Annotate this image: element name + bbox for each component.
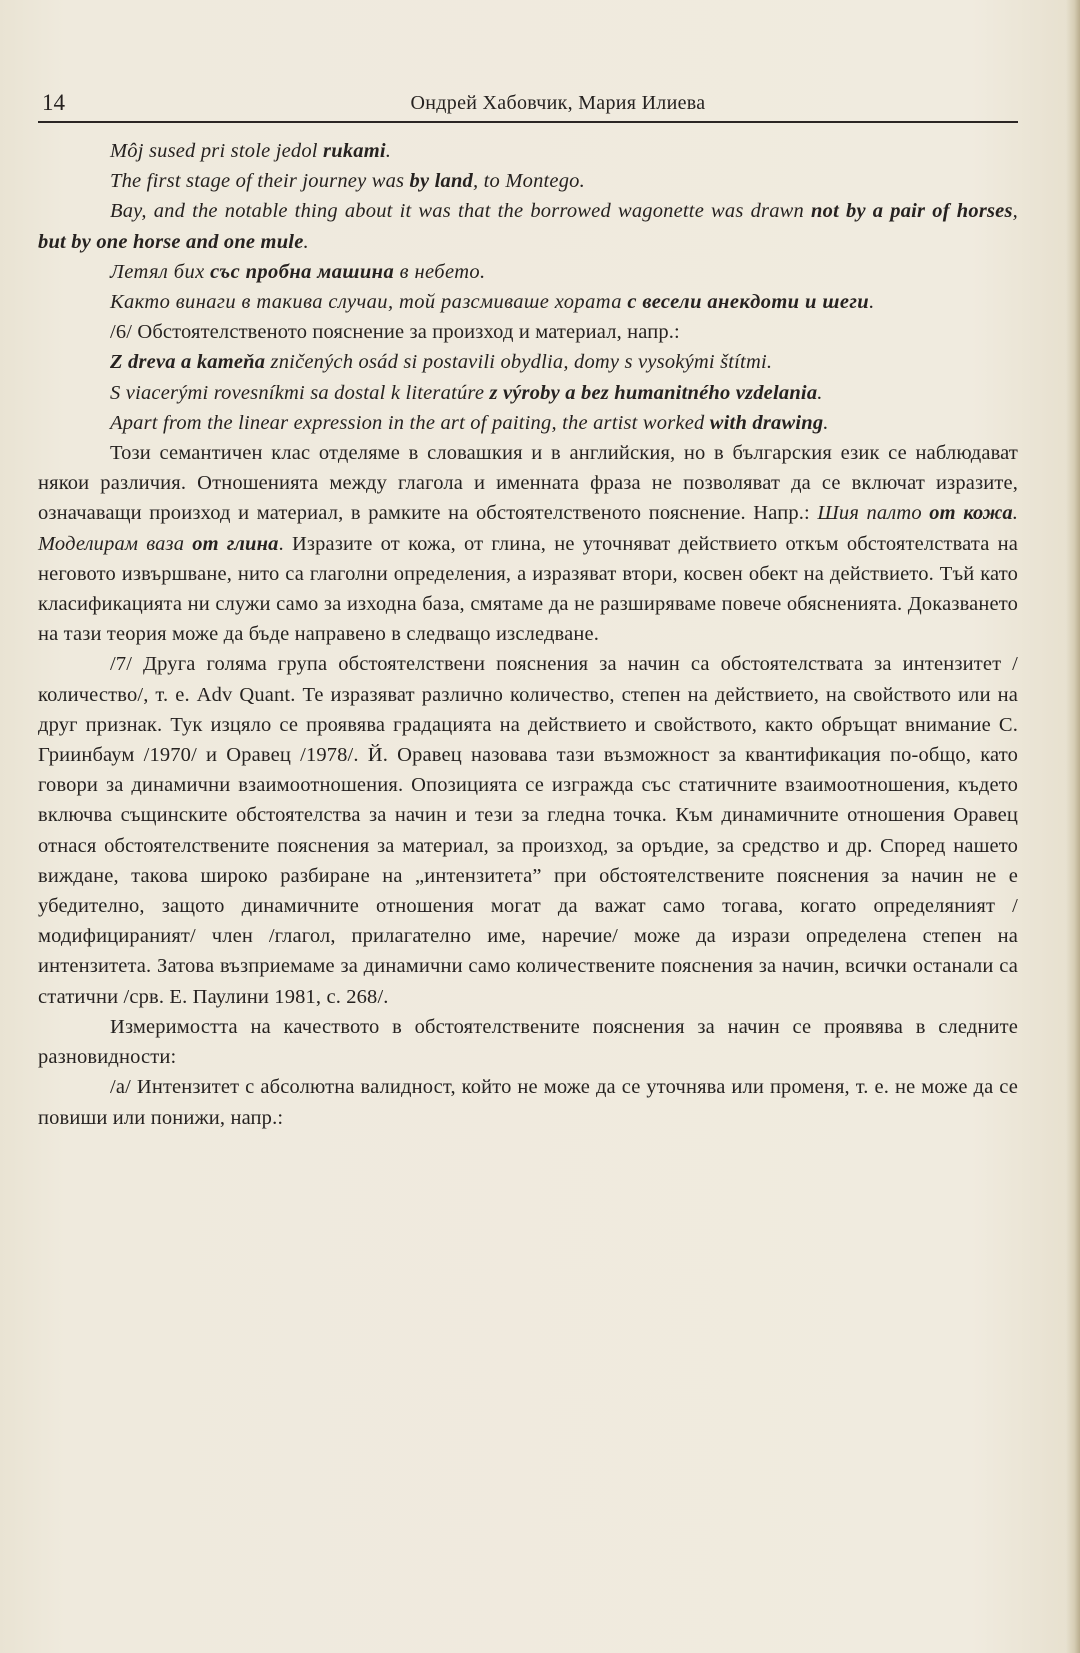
page-number: 14	[42, 90, 65, 115]
header-rule	[38, 121, 1018, 123]
example-line: Z dreva a kameňa zničených osád si postavili obydlia, domy s vysokými štítmi.	[110, 351, 773, 374]
paragraph: /7/ Друга голяма група обстоятелствени пояснения за начин са обстоятелствата за интензитет /количество/, т. е. Adv Quant. Те изразяват различно количество, степен на действието, на свойството или на друг признак. Тук изцяло се проявява градацията на действието и свойството, както обръщат внимание С. Гриинбаум /1970/ и Оравец /1978/. Й. Оравец назовава тази възможност за квантификация по-общо, като говори за динамични взаимоотношения. Опозицията се изгражда със статичните взаимоотношения, където включва същинските обстоятелства за начин и тези за гледна точка. Към динамичните отношения Оравец отнася обстоятелствените пояснения за материал, за произход, за оръдие, за средство и др. Според нашето виждане, такова широко разбиране на „интензитета” при обстоятелствените пояснения за начин не е убедително, защото динамичните отношения могат да важат само тогава, когато определяният /модифицираният/ член /глагол, прилагателно име, наречие/ може да изрази определена степен на интензитета. Затова възприемаме за динамични само количествените пояснения за начин, всички останали са статични /срв. Е. Паулини 1981, с. 268/.	[38, 653, 1018, 1008]
body-text	[38, 136, 1018, 1133]
example-line: Apart from the linear expression in the art of paiting, the artist worked with drawing.	[110, 411, 829, 434]
running-head: Ондрей Хабовчик, Мария Илиева	[410, 92, 706, 114]
example-line: The first stage of their journey was by land, to Montego.	[110, 170, 585, 193]
example-line: Както винаги в такива случаи, той разсмиваше хората с весели анекдоти и шеги.	[110, 291, 875, 314]
example-line: S viacerými rovesníkmi sa dostal k literatúre z výroby a bez humanitného vzdelania.	[110, 381, 823, 404]
paragraph: Този семантичен клас отделяме в словашкия и в английския, но в българския език се наблюдават някои различия. Отношенията между глагола и именната фраза не позволяват да се включат изразите, означаващи произход и материал, в рамките на обстоятелственото пояснение. Напр.: Шия палто от кожа. Моделирам ваза от глина. Изразите от кожа, от глина, не уточняват действието откъм обстоятелствата на неговото извършване, нито са глаголни определения, а изразяват втори, косвен обект на действието. Тъй като класификацията ни служи само за изходна база, смятаме да не разширяваме повече обясненията. Доказването на тази теория може да бъде направено в следващо изследване.	[38, 442, 1019, 646]
example-line: Môj sused pri stole jedol rukami.	[110, 140, 392, 162]
paragraph: Измеримостта на качеството в обстоятелствените пояснения за начин се проявява в следните разновидности:	[38, 1015, 1018, 1069]
page-edge	[1066, 0, 1080, 1653]
section-6-intro: /6/ Обстоятелственото пояснение за произход и материал, напр.:	[110, 321, 680, 344]
page-header	[38, 86, 1018, 118]
example-line: Bay, and the notable thing about it was that the borrowed wagonette was drawn not by a pair of horses, but by one horse and one mule.	[38, 200, 1018, 253]
paragraph: /а/ Интензитет с абсолютна валидност, който не може да се уточнява или променя, т. е. не може да се повиши или понижи, напр.:	[38, 1076, 1018, 1129]
example-line: Летял бих със пробна машина в небето.	[110, 260, 486, 283]
